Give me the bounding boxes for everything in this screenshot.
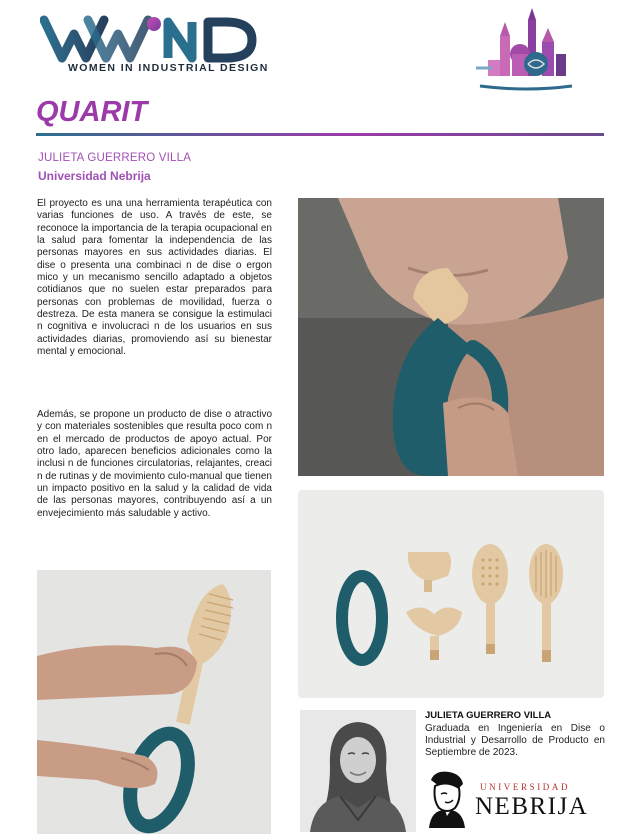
logo-subtitle: WOMEN IN INDUSTRIAL DESIGN <box>68 62 269 74</box>
product-in-hand-photo <box>37 570 271 834</box>
product-photo-face <box>298 198 604 476</box>
author-name: JULIETA GUERRERO VILLA <box>38 152 192 164</box>
nebrija-logo-top: UNIVERSIDAD <box>480 782 571 792</box>
bio-name: JULIETA GUERRERO VILLA <box>425 710 552 721</box>
bio-text: Graduada en Ingeniería en Dise o Industrial y Desarrollo de Producto en Septiembre de 2023. <box>425 723 605 758</box>
project-title: QUARIT <box>36 96 148 128</box>
nebrija-logo-main: NEBRIJA <box>475 793 589 820</box>
city-illustration <box>470 6 582 98</box>
body-paragraph-2: Además, se propone un producto de dise o atractivo y con materiales sostenibles que resulta poco com n en el mercado de productos de apoyo actual. Por otro lado, aparecen beneficios adicionales como la inclusi n de funciones circulatorias, relajantes, creaci n de rutinas y de movimiento culo-manual que tienen un impacto positivo en la salud y la calidad de vida de las personas mayores, contribuyendo así a un envejecimiento más saludable y activo. <box>37 409 272 519</box>
title-divider <box>36 133 604 136</box>
wind-logo <box>40 10 280 70</box>
body-paragraph-1: El proyecto es una una herramienta terapéutica con varias funciones de uso. A través de este, se reconoce la importancia de la terapia ocupacional en la salud para fomentar la independencia de las personas mayores en sus actividades diarias. El dise o presenta una combinaci n de dise o ergon mico y un mecanismo sencillo adaptado a objetos cotidianos que no suelen estar preparados para personas con problemas de movilidad, fuerza o destreza. De esta manera se consigue la estimulaci n cognitiva e involucraci n de los usuarios en sus actividades diarias, promoviendo así su bienestar mental y emocional. <box>37 198 272 358</box>
nebrija-emblem-icon <box>425 770 467 828</box>
product-components-photo <box>298 490 604 698</box>
author-portrait <box>300 710 416 832</box>
university-name: Universidad Nebrija <box>38 169 151 183</box>
